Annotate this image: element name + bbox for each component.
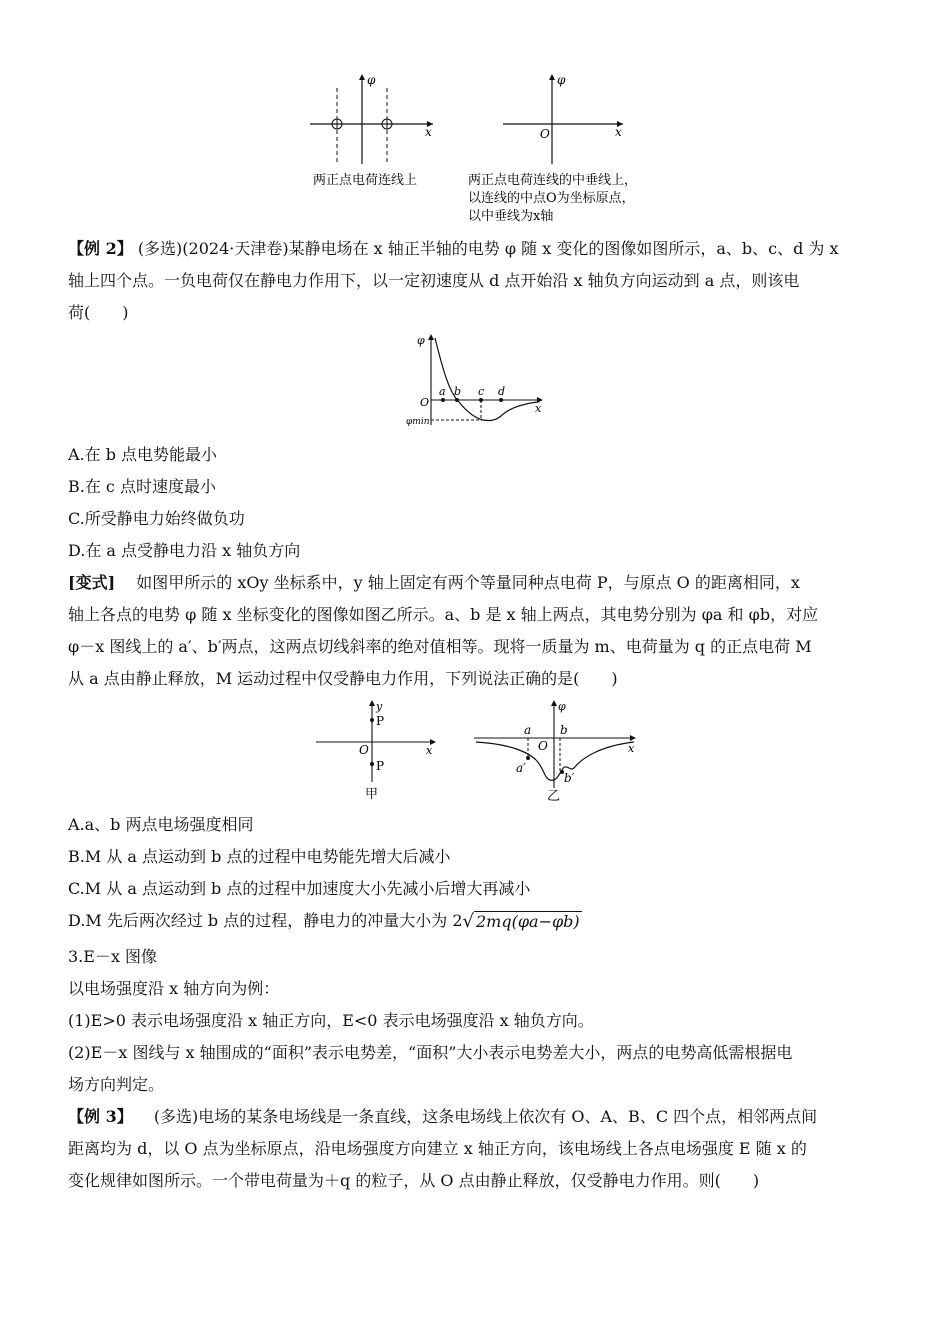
example2-option-b: B.在 c 点时速度最小 xyxy=(68,477,216,496)
example2-option-a: A.在 b 点电势能最小 xyxy=(68,445,218,464)
example3-line: 距离均为 d，以 O 点为坐标原点，沿电场强度方向建立 x 轴正方向，该电场线上各点电场强度 E 随 x 的 xyxy=(68,1139,807,1158)
point-label-a-prime: a′ xyxy=(516,761,526,775)
origin-label: O xyxy=(540,127,550,141)
example3-tag: 【例 3】 xyxy=(68,1107,133,1126)
example2-line: 【例 2】 (多选)(2024·天津卷)某静电场在 x 轴正半轴的电势 φ 随 x 变化的图像如图所示，a、b、c、d 为 x xyxy=(68,239,839,258)
section3-line: 场方向判定。 xyxy=(68,1075,165,1094)
figure-top-left xyxy=(305,68,445,198)
variant-option-d: D.M 先后两次经过 b 点的过程，静电力的冲量大小为 2√ 2mq(φa−φb) xyxy=(68,910,580,932)
axis-label-x: x xyxy=(628,742,635,755)
point-label-b: b xyxy=(560,723,568,737)
origin-label: O xyxy=(538,739,548,753)
sqrt-formula: √ 2mq(φa−φb) xyxy=(462,910,580,932)
charge-label-p: P xyxy=(376,759,385,773)
variant-line: 从 a 点由静止释放，M 运动过程中仅受静电力作用，下列说法正确的是( ) xyxy=(68,669,618,688)
variant-option-a: A.a、b 两点电场强度相同 xyxy=(68,815,254,834)
variant-tag: [变式] xyxy=(68,573,116,592)
point-label-a: a xyxy=(439,385,446,398)
example2-graph xyxy=(405,330,555,430)
figure-jia xyxy=(312,698,442,808)
figure-yi xyxy=(470,698,650,808)
example2-tag: 【例 2】 xyxy=(68,239,133,258)
example2-option-d: D.在 a 点受静电力沿 x 轴负方向 xyxy=(68,541,301,560)
figure-caption-yi: 乙 xyxy=(547,789,561,804)
example2-line: 轴上四个点。一负电荷仅在静电力作用下，以一定初速度从 d 点开始沿 x 轴负方向运动到 a 点，则该电 xyxy=(68,271,800,290)
point-label-b: b xyxy=(454,385,462,398)
axis-label-phi: φ xyxy=(417,334,425,347)
section3-line: (2)E－x 图线与 x 轴围成的“面积”表示电势差，“面积”大小表示电势差大小，两点的电势高低需根据电 xyxy=(68,1043,793,1062)
point-label-c: c xyxy=(478,385,485,398)
example2-option-c: C.所受静电力始终做负功 xyxy=(68,509,245,528)
origin-label: O xyxy=(359,743,369,757)
axis-label-phi: φ xyxy=(557,73,566,87)
charge-label-p: P xyxy=(376,714,385,728)
variant-line: 轴上各点的电势 φ 随 x 坐标变化的图像如图乙所示。a、b 是 x 轴上两点，其电势分别为 φa 和 φb，对应 xyxy=(68,605,819,624)
axis-label-y: y xyxy=(376,700,383,713)
axis-label-phi: φ xyxy=(558,700,566,713)
figure-caption: 两正点电荷连线上 xyxy=(313,173,418,188)
point-label-b-prime: b′ xyxy=(564,771,575,785)
axis-label-x: x xyxy=(425,125,432,139)
variant-line: φ－x 图线上的 a′、b′两点，这两点切线斜率的绝对值相等。现将一质量为 m、电荷量为 q 的正点电荷 M xyxy=(68,637,812,656)
axis-label-phi: φ xyxy=(367,73,376,87)
section3-line: 以电场强度沿 x 轴方向为例： xyxy=(68,979,280,998)
section3-line: (1)E>0 表示电场强度沿 x 轴正方向，E<0 表示电场强度沿 x 轴负方向。 xyxy=(68,1011,594,1030)
variant-line: [变式] 如图甲所示的 xOy 坐标系中，y 轴上固定有两个等量同种点电荷 P，与原点 O 的距离相同，x xyxy=(68,573,800,592)
figure-top-right xyxy=(465,68,665,228)
point-label-d: d xyxy=(498,385,506,398)
section3-title: 3.E－x 图像 xyxy=(68,947,158,966)
axis-label-x: x xyxy=(535,402,542,415)
variant-option-b: B.M 从 a 点运动到 b 点的过程中电势能先增大后减小 xyxy=(68,847,451,866)
axis-label-x: x xyxy=(426,744,433,757)
variant-option-c: C.M 从 a 点运动到 b 点的过程中加速度大小先减小后增大再减小 xyxy=(68,879,531,898)
figure-caption-jia: 甲 xyxy=(365,787,379,802)
example3-line: 【例 3】 (多选)电场的某条电场线是一条直线，这条电场线上依次有 O、A、B、C 四个点，相邻两点间 xyxy=(68,1107,818,1126)
figure-caption-line: 以中垂线为x轴 xyxy=(468,209,554,224)
figure-caption-line: 以连线的中点O为坐标原点， xyxy=(468,191,635,206)
phi-min-label: φmin xyxy=(406,417,430,427)
example3-line: 变化规律如图所示。一个带电荷量为＋q 的粒子，从 O 点由静止释放，仅受静电力作用。则( ) xyxy=(68,1171,760,1190)
axis-label-x: x xyxy=(615,125,622,139)
figure-caption-line: 两正点电荷连线的中垂线上， xyxy=(468,173,638,188)
point-label-a: a xyxy=(524,723,532,737)
example2-line: 荷( ) xyxy=(68,303,129,322)
origin-label: O xyxy=(420,396,430,409)
